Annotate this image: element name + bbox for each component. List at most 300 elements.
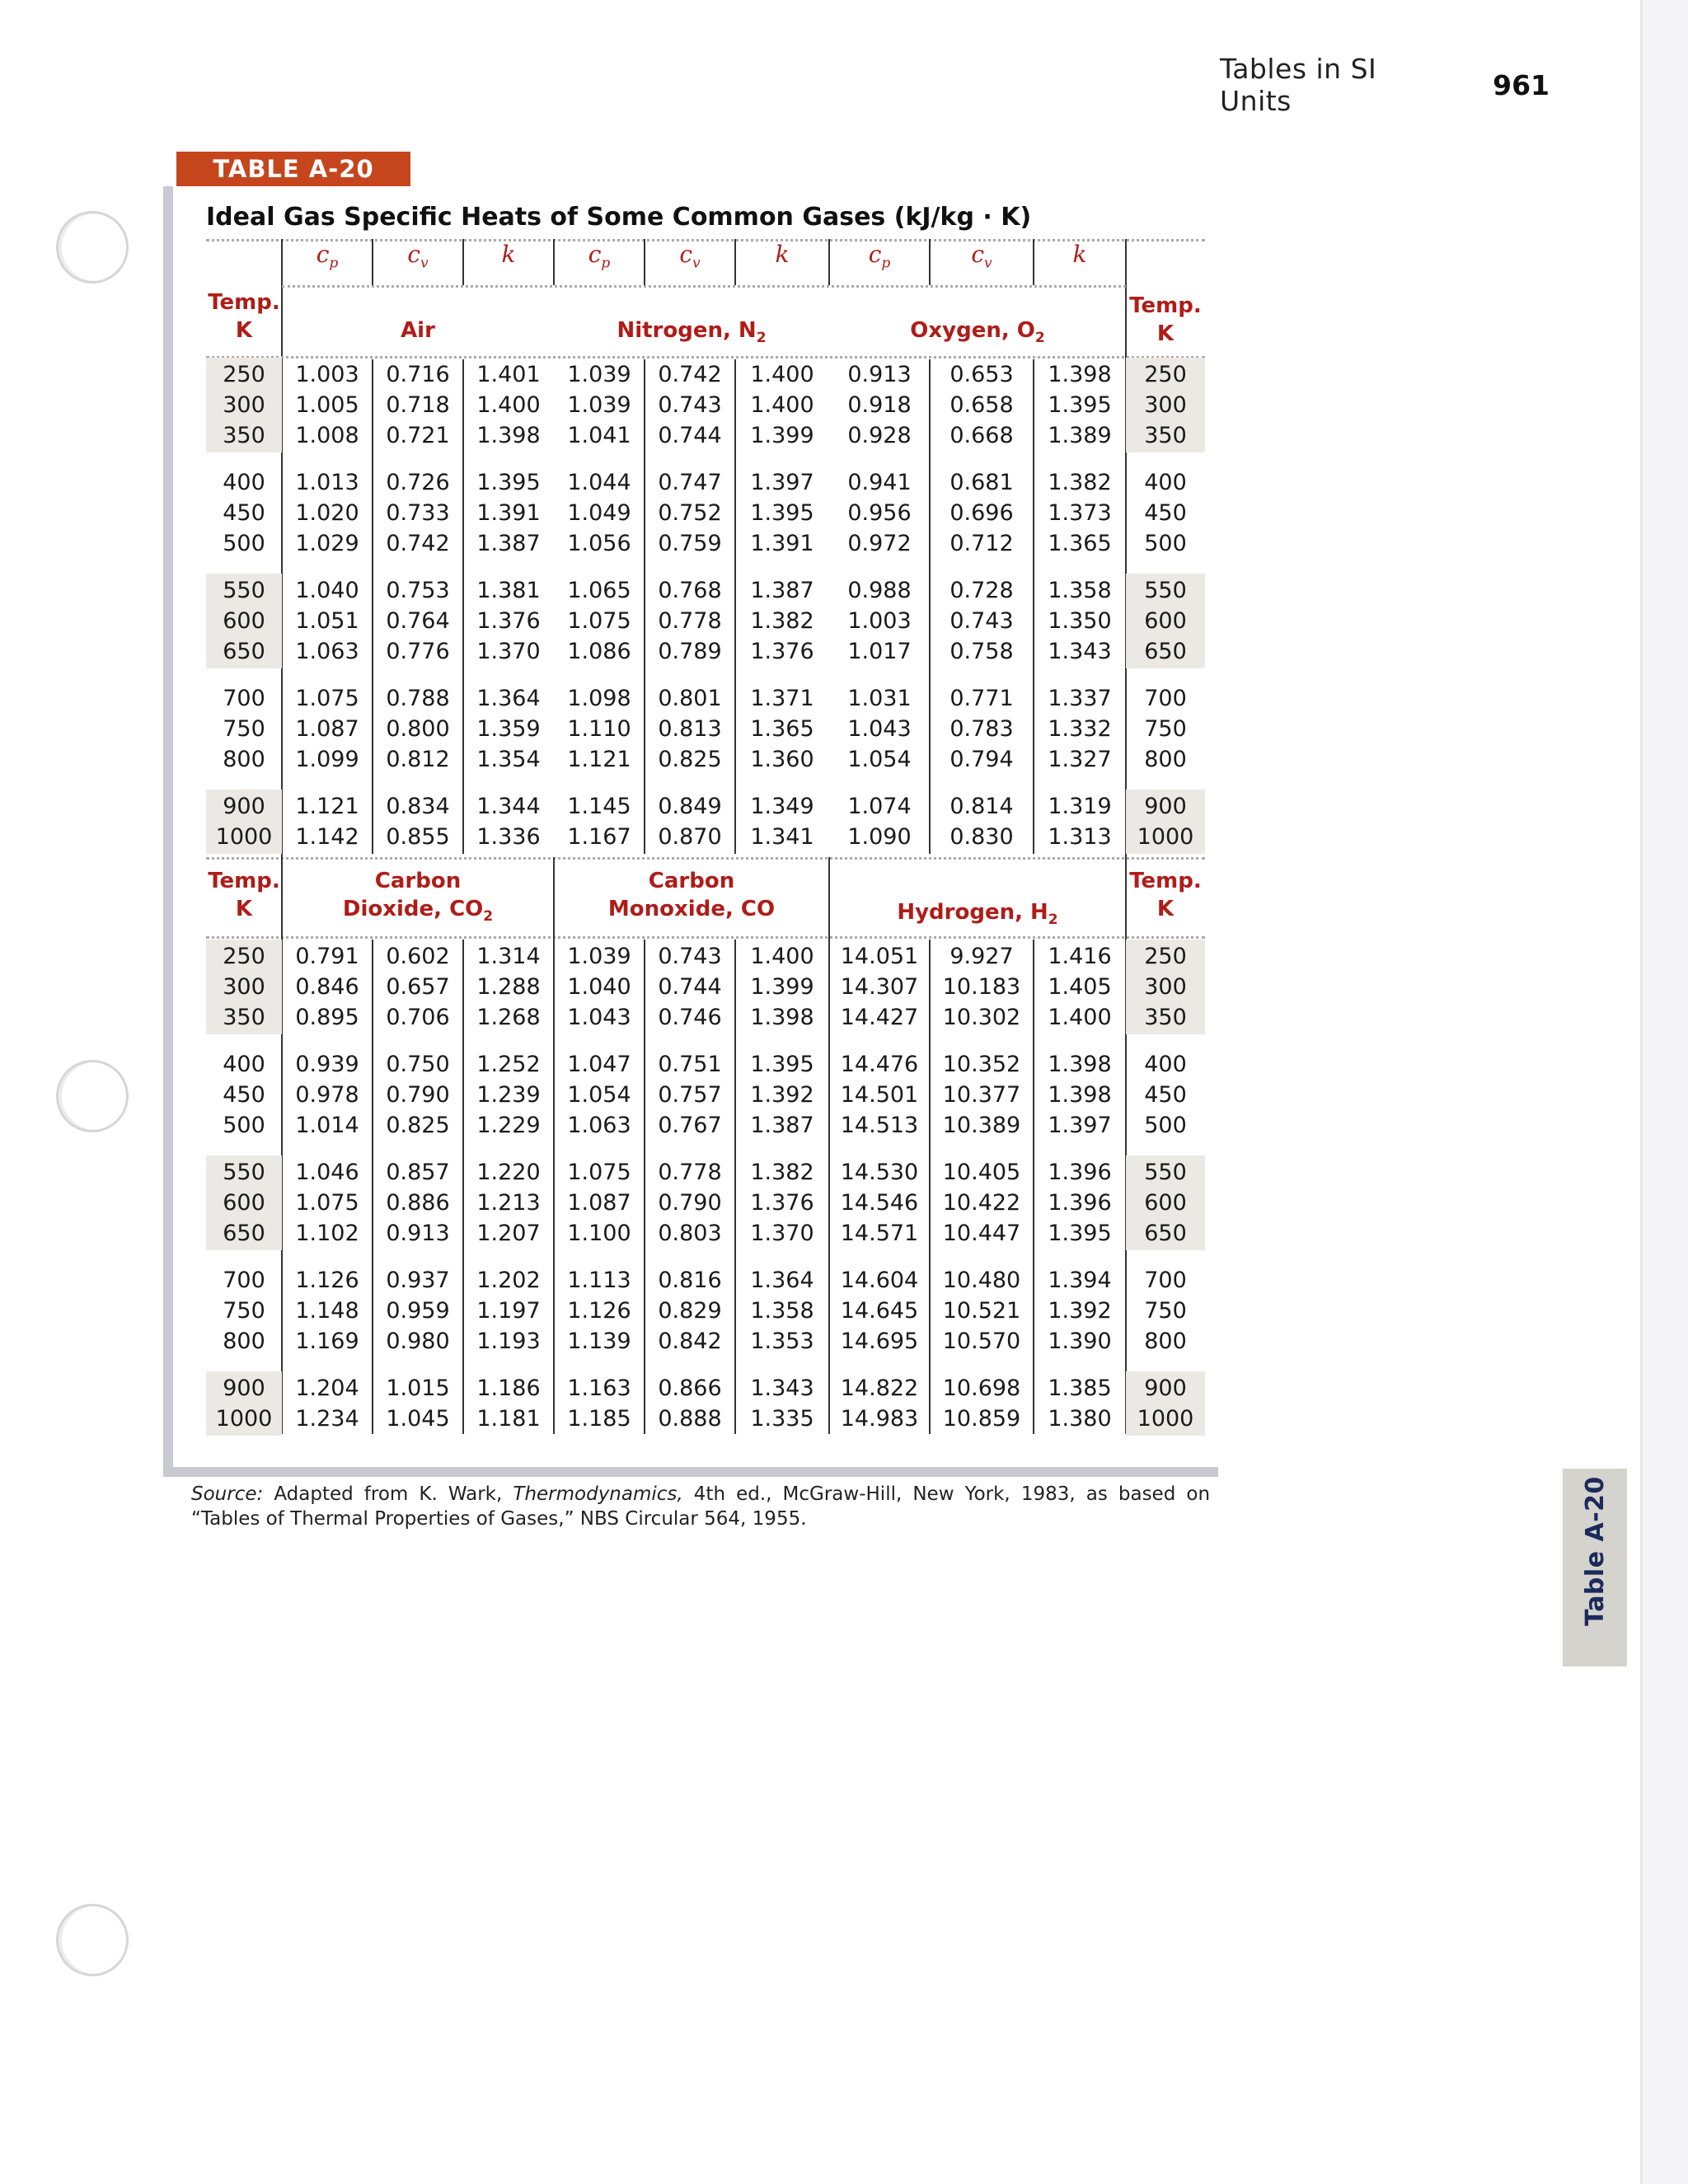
temp-cell: 450: [223, 1082, 265, 1108]
temp-cell: 300: [1144, 392, 1187, 418]
value-cell: 0.771: [950, 686, 1014, 711]
value-cell: 1.399: [750, 423, 814, 448]
value-cell: 1.376: [750, 1190, 814, 1216]
value-cell: 1.075: [295, 686, 359, 711]
value-cell: 0.855: [386, 824, 450, 850]
temp-header-unit: K: [235, 897, 253, 921]
header-divider: [828, 239, 830, 285]
value-cell: 1.110: [567, 716, 631, 742]
value-cell: 14.513: [840, 1113, 919, 1138]
value-cell: 1.039: [567, 392, 631, 418]
column-divider: [372, 359, 373, 854]
header-bottom-rule: [206, 936, 1205, 939]
gas-subscript: 2: [1048, 912, 1058, 929]
value-cell: 0.816: [658, 1268, 722, 1293]
value-cell: 0.790: [658, 1190, 722, 1216]
column-symbol-cv: [645, 241, 735, 278]
value-cell: 1.220: [476, 1160, 541, 1185]
gas-name-text: Nitrogen, N: [617, 318, 757, 343]
value-cell: 0.721: [386, 423, 450, 448]
value-cell: 1.167: [567, 824, 631, 850]
gas-name-text: Air: [401, 318, 435, 343]
value-cell: 1.054: [567, 1082, 631, 1108]
value-cell: 0.956: [847, 500, 912, 526]
column-symbol-k: [735, 241, 829, 269]
value-cell: 1.382: [750, 1160, 814, 1185]
value-cell: 1.376: [476, 608, 541, 634]
source-book-title: Thermodynamics,: [513, 1483, 683, 1505]
temp-cell: 450: [1144, 500, 1187, 526]
running-title: Tables in SI Units: [1220, 53, 1377, 117]
value-cell: 0.870: [658, 824, 722, 850]
value-cell: 1.148: [295, 1298, 359, 1324]
symbol-letter: k: [775, 241, 790, 268]
value-cell: 0.743: [658, 392, 722, 418]
value-cell: 1.395: [750, 500, 814, 526]
value-cell: 1.090: [847, 824, 912, 850]
temp-cell: 650: [1144, 1221, 1187, 1246]
value-cell: 0.941: [847, 470, 912, 495]
value-cell: 10.352: [942, 1052, 1021, 1077]
header-bottom-rule: [206, 356, 1205, 359]
temp-cell: 600: [223, 1190, 265, 1216]
temp-cell: 500: [223, 1113, 265, 1138]
gas-name: [829, 898, 1126, 934]
table-label: TABLE A-20: [176, 152, 410, 186]
header-divider: [734, 239, 736, 285]
value-cell: 1.398: [1048, 362, 1112, 387]
value-cell: 0.718: [386, 392, 450, 418]
value-cell: 1.098: [567, 686, 631, 711]
column-divider: [462, 359, 464, 854]
value-cell: 0.668: [950, 423, 1014, 448]
column-divider: [734, 359, 736, 854]
value-cell: 1.391: [750, 531, 814, 556]
value-cell: 1.126: [295, 1268, 359, 1293]
value-cell: 1.359: [476, 716, 541, 742]
symbol-subscript: p: [881, 255, 891, 272]
gas-name: [554, 316, 829, 352]
value-cell: 0.814: [950, 794, 1014, 819]
temp-cell: 400: [223, 1052, 265, 1077]
temp-cell: 350: [223, 423, 265, 448]
value-cell: 1.015: [386, 1376, 450, 1401]
value-cell: 1.373: [1048, 500, 1112, 526]
temp-cell: 550: [223, 578, 265, 603]
temp-cell: 1000: [215, 824, 273, 850]
symbol-subscript: v: [984, 255, 992, 272]
value-cell: 0.849: [658, 794, 722, 819]
value-cell: 1.197: [476, 1298, 541, 1324]
value-cell: 1.239: [476, 1082, 541, 1108]
value-cell: 10.521: [942, 1298, 1021, 1324]
temp-cell: 600: [223, 608, 265, 634]
value-cell: 1.335: [750, 1406, 814, 1432]
value-cell: 0.743: [950, 608, 1014, 634]
value-cell: 1.099: [295, 747, 359, 772]
source-note: [191, 1482, 1210, 1531]
value-cell: 1.394: [1048, 1268, 1112, 1293]
value-cell: 1.314: [476, 944, 541, 969]
value-cell: 0.888: [658, 1406, 722, 1432]
value-cell: 1.344: [476, 794, 541, 819]
value-cell: 1.364: [750, 1268, 814, 1293]
value-cell: 0.696: [950, 500, 1014, 526]
value-cell: 1.003: [847, 608, 912, 634]
value-cell: 1.268: [476, 1005, 541, 1030]
value-cell: 10.480: [942, 1268, 1021, 1293]
punch-hole: [56, 211, 129, 284]
value-cell: 1.087: [295, 716, 359, 742]
value-cell: 10.377: [942, 1082, 1021, 1108]
column-symbol-cv: [373, 241, 463, 278]
temp-cell: 600: [1144, 1190, 1187, 1216]
temp-cell: 350: [223, 1005, 265, 1030]
value-cell: 0.778: [658, 608, 722, 634]
value-cell: 1.392: [750, 1082, 814, 1108]
column-divider: [929, 359, 931, 854]
value-cell: 0.768: [658, 578, 722, 603]
value-cell: 1.358: [1048, 578, 1112, 603]
value-cell: 0.783: [950, 716, 1014, 742]
value-cell: 1.063: [295, 639, 359, 664]
value-cell: 1.044: [567, 470, 631, 495]
value-cell: 1.405: [1048, 974, 1112, 1000]
value-cell: 14.983: [840, 1406, 919, 1432]
value-cell: 0.778: [658, 1160, 722, 1185]
temp-cell: 450: [1144, 1082, 1187, 1108]
value-cell: 1.047: [567, 1052, 631, 1077]
value-cell: 0.750: [386, 1052, 450, 1077]
temp-cell: 650: [1144, 639, 1187, 664]
value-cell: 14.530: [840, 1160, 919, 1185]
value-cell: 1.387: [750, 1113, 814, 1138]
temp-cell: 700: [223, 1268, 265, 1293]
header-divider: [644, 239, 645, 285]
value-cell: 0.728: [950, 578, 1014, 603]
value-cell: 1.365: [750, 716, 814, 742]
temp-cell: 650: [223, 1221, 265, 1246]
value-cell: 1.075: [567, 608, 631, 634]
value-cell: 1.234: [295, 1406, 359, 1432]
value-cell: 1.349: [750, 794, 814, 819]
value-cell: 0.776: [386, 639, 450, 664]
value-cell: 1.087: [567, 1190, 631, 1216]
value-cell: 1.336: [476, 824, 541, 850]
temp-cell: 700: [1144, 686, 1187, 711]
value-cell: 1.207: [476, 1221, 541, 1246]
value-cell: 0.886: [386, 1190, 450, 1216]
value-cell: 0.712: [950, 531, 1014, 556]
symbol-letter: k: [501, 241, 516, 268]
adjacent-page-edge: [1640, 0, 1688, 2184]
value-cell: 1.020: [295, 500, 359, 526]
value-cell: 1.399: [750, 974, 814, 1000]
value-cell: 1.398: [1048, 1082, 1112, 1108]
value-cell: 0.937: [386, 1268, 450, 1293]
temp-cell: 1000: [215, 1406, 273, 1432]
temp-cell: 250: [223, 362, 265, 387]
value-cell: 1.401: [476, 362, 541, 387]
temp-cell: 250: [1144, 362, 1187, 387]
value-cell: 0.918: [847, 392, 912, 418]
temp-header: Temp.: [208, 290, 280, 315]
gas-name: Carbon: [648, 869, 735, 893]
column-symbol-k: [463, 241, 554, 269]
value-cell: 10.405: [942, 1160, 1021, 1185]
symbol-subscript: p: [601, 255, 611, 272]
value-cell: 1.121: [567, 747, 631, 772]
value-cell: 1.392: [1048, 1298, 1112, 1324]
value-cell: 0.733: [386, 500, 450, 526]
value-cell: 1.051: [295, 608, 359, 634]
value-cell: 1.370: [750, 1221, 814, 1246]
temp-cell: 800: [1144, 1329, 1187, 1354]
temp-cell: 1000: [1137, 1406, 1194, 1432]
temp-cell: 750: [223, 716, 265, 742]
value-cell: 0.825: [658, 747, 722, 772]
gas-name-text: Dioxide, CO: [342, 897, 484, 921]
value-cell: 14.571: [840, 1221, 919, 1246]
value-cell: 0.846: [295, 974, 359, 1000]
value-cell: 1.074: [847, 794, 912, 819]
temp-cell: 400: [1144, 470, 1187, 495]
temp-header-unit: K: [1156, 897, 1175, 921]
value-cell: 1.029: [295, 531, 359, 556]
gas-name-text: Hydrogen, H: [897, 900, 1048, 925]
temp-cell: 400: [1144, 1052, 1187, 1077]
gas-name-line2: [554, 895, 829, 923]
value-cell: 1.397: [1048, 1113, 1112, 1138]
value-cell: 1.039: [567, 362, 631, 387]
value-cell: 1.056: [567, 531, 631, 556]
header-divider: [1033, 239, 1034, 285]
running-head: [1220, 53, 1550, 117]
value-cell: 1.049: [567, 500, 631, 526]
value-cell: 0.743: [658, 944, 722, 969]
value-cell: 9.927: [950, 944, 1014, 969]
temp-cell: 750: [223, 1298, 265, 1324]
value-cell: 1.288: [476, 974, 541, 1000]
value-cell: 1.353: [750, 1329, 814, 1354]
symbol-subscript: p: [329, 255, 339, 272]
value-cell: 1.400: [1048, 1005, 1112, 1030]
side-tab-label: Table A-20: [1581, 1476, 1610, 1626]
value-cell: 1.041: [567, 423, 631, 448]
value-cell: 0.972: [847, 531, 912, 556]
value-cell: 1.043: [847, 716, 912, 742]
value-cell: 1.014: [295, 1113, 359, 1138]
value-cell: 1.382: [750, 608, 814, 634]
value-cell: 1.398: [1048, 1052, 1112, 1077]
value-cell: 1.319: [1048, 794, 1112, 819]
punch-hole: [56, 1904, 129, 1976]
value-cell: 1.400: [750, 944, 814, 969]
value-cell: 0.829: [658, 1298, 722, 1324]
column-symbol-cp: [554, 241, 645, 278]
temp-cell: 900: [1144, 794, 1187, 819]
value-cell: 1.005: [295, 392, 359, 418]
value-cell: 14.604: [840, 1268, 919, 1293]
value-cell: 1.343: [1048, 639, 1112, 664]
value-cell: 1.380: [1048, 1406, 1112, 1432]
value-cell: 0.978: [295, 1082, 359, 1108]
value-cell: 1.400: [750, 392, 814, 418]
temp-cell: 800: [223, 747, 265, 772]
value-cell: 14.546: [840, 1190, 919, 1216]
value-cell: 0.939: [295, 1052, 359, 1077]
value-cell: 1.381: [476, 578, 541, 603]
value-cell: 1.139: [567, 1329, 631, 1354]
value-cell: 1.063: [567, 1113, 631, 1138]
value-cell: 1.396: [1048, 1160, 1112, 1185]
column-divider: [644, 359, 645, 854]
temp-cell: 550: [1144, 1160, 1187, 1185]
value-cell: 0.791: [295, 944, 359, 969]
value-cell: 1.065: [567, 578, 631, 603]
value-cell: 1.398: [476, 423, 541, 448]
value-cell: 1.358: [750, 1298, 814, 1324]
gas-name-text: Monoxide, CO: [607, 897, 776, 921]
symbol-row-rule: [282, 285, 1126, 288]
temp-cell: 800: [223, 1329, 265, 1354]
symbol-letter: c: [971, 241, 985, 268]
value-cell: 0.812: [386, 747, 450, 772]
gas-name: Carbon: [374, 869, 462, 893]
gas-subscript: 2: [483, 908, 494, 926]
value-cell: 1.193: [476, 1329, 541, 1354]
symbol-letter: c: [316, 241, 330, 268]
value-cell: 0.752: [658, 500, 722, 526]
value-cell: 0.913: [847, 362, 912, 387]
gas-name: [282, 316, 554, 344]
value-cell: 0.757: [658, 1082, 722, 1108]
value-cell: 1.389: [1048, 423, 1112, 448]
temp-cell: 250: [1144, 944, 1187, 969]
value-cell: 14.476: [840, 1052, 919, 1077]
temp-cell: 900: [223, 1376, 265, 1401]
value-cell: 0.830: [950, 824, 1014, 850]
value-cell: 0.753: [386, 578, 450, 603]
value-cell: 1.337: [1048, 686, 1112, 711]
value-cell: 1.169: [295, 1329, 359, 1354]
column-symbol-k: [1034, 241, 1126, 269]
source-text-2: 4th ed., McGraw-Hill, New York, 1983, as based on “Tables of Thermal Properties of Gases,” NBS Circular 564, 1955.: [191, 1483, 1211, 1530]
value-cell: 1.398: [750, 1005, 814, 1030]
temp-header: Temp.: [1129, 869, 1202, 893]
value-cell: 1.370: [476, 639, 541, 664]
temp-cell: 250: [223, 944, 265, 969]
value-cell: 1.396: [1048, 1190, 1112, 1216]
value-cell: 1.145: [567, 794, 631, 819]
value-cell: 1.039: [567, 944, 631, 969]
value-cell: 10.570: [942, 1329, 1021, 1354]
temp-cell: 900: [1144, 1376, 1187, 1401]
value-cell: 1.013: [295, 470, 359, 495]
value-cell: 1.332: [1048, 716, 1112, 742]
temp-header: Temp.: [1129, 293, 1202, 318]
source-label: Source:: [191, 1483, 264, 1505]
value-cell: 0.803: [658, 1221, 722, 1246]
value-cell: 1.043: [567, 1005, 631, 1030]
value-cell: 1.382: [1048, 470, 1112, 495]
value-cell: 0.895: [295, 1005, 359, 1030]
table-title: Ideal Gas Specific Heats of Some Common Gases (kJ/kg · K): [206, 203, 1032, 232]
value-cell: 10.302: [942, 1005, 1021, 1030]
value-cell: 1.045: [386, 1406, 450, 1432]
value-cell: 0.794: [950, 747, 1014, 772]
temp-cell: 350: [1144, 1005, 1187, 1030]
value-cell: 0.742: [386, 531, 450, 556]
value-cell: 1.163: [567, 1376, 631, 1401]
gas-subscript: 2: [1034, 330, 1045, 347]
temp-cell: 500: [223, 531, 265, 556]
value-cell: 1.364: [476, 686, 541, 711]
value-cell: 1.395: [476, 470, 541, 495]
value-cell: 1.213: [476, 1190, 541, 1216]
punch-hole: [56, 1060, 129, 1132]
value-cell: 1.327: [1048, 747, 1112, 772]
value-cell: 0.681: [950, 470, 1014, 495]
value-cell: 0.657: [386, 974, 450, 1000]
gas-name-line2: [282, 895, 554, 930]
value-cell: 1.313: [1048, 824, 1112, 850]
temp-cell: 500: [1144, 1113, 1187, 1138]
temp-cell: 700: [1144, 1268, 1187, 1293]
value-cell: 1.003: [295, 362, 359, 387]
temp-cell: 750: [1144, 716, 1187, 742]
symbol-letter: c: [588, 241, 602, 268]
value-cell: 0.747: [658, 470, 722, 495]
gas-name: [829, 316, 1126, 352]
value-cell: 0.959: [386, 1298, 450, 1324]
value-cell: 1.031: [847, 686, 912, 711]
header-divider: [462, 239, 464, 285]
value-cell: 0.716: [386, 362, 450, 387]
symbol-letter: c: [407, 241, 421, 268]
value-cell: 0.751: [658, 1052, 722, 1077]
temp-cell: 400: [223, 470, 265, 495]
temp-header-unit: K: [1156, 321, 1175, 346]
value-cell: 1.054: [847, 747, 912, 772]
value-cell: 1.186: [476, 1376, 541, 1401]
value-cell: 0.758: [950, 639, 1014, 664]
value-cell: 1.397: [750, 470, 814, 495]
value-cell: 1.376: [750, 639, 814, 664]
value-cell: 0.658: [950, 392, 1014, 418]
symbol-subscript: v: [420, 255, 429, 272]
value-cell: 0.834: [386, 794, 450, 819]
value-cell: 1.075: [295, 1190, 359, 1216]
temp-cell: 650: [223, 639, 265, 664]
value-cell: 1.100: [567, 1221, 631, 1246]
value-cell: 0.788: [386, 686, 450, 711]
value-cell: 0.744: [658, 974, 722, 1000]
value-cell: 1.252: [476, 1052, 541, 1077]
value-cell: 10.447: [942, 1221, 1021, 1246]
temp-cell: 300: [223, 392, 265, 418]
value-cell: 1.360: [750, 747, 814, 772]
value-cell: 1.008: [295, 423, 359, 448]
value-cell: 0.857: [386, 1160, 450, 1185]
header-divider: [553, 239, 555, 285]
value-cell: 1.365: [1048, 531, 1112, 556]
value-cell: 14.822: [840, 1376, 919, 1401]
value-cell: 1.040: [295, 578, 359, 603]
value-cell: 0.813: [658, 716, 722, 742]
column-divider: [1033, 359, 1034, 854]
header-divider: [372, 239, 373, 285]
